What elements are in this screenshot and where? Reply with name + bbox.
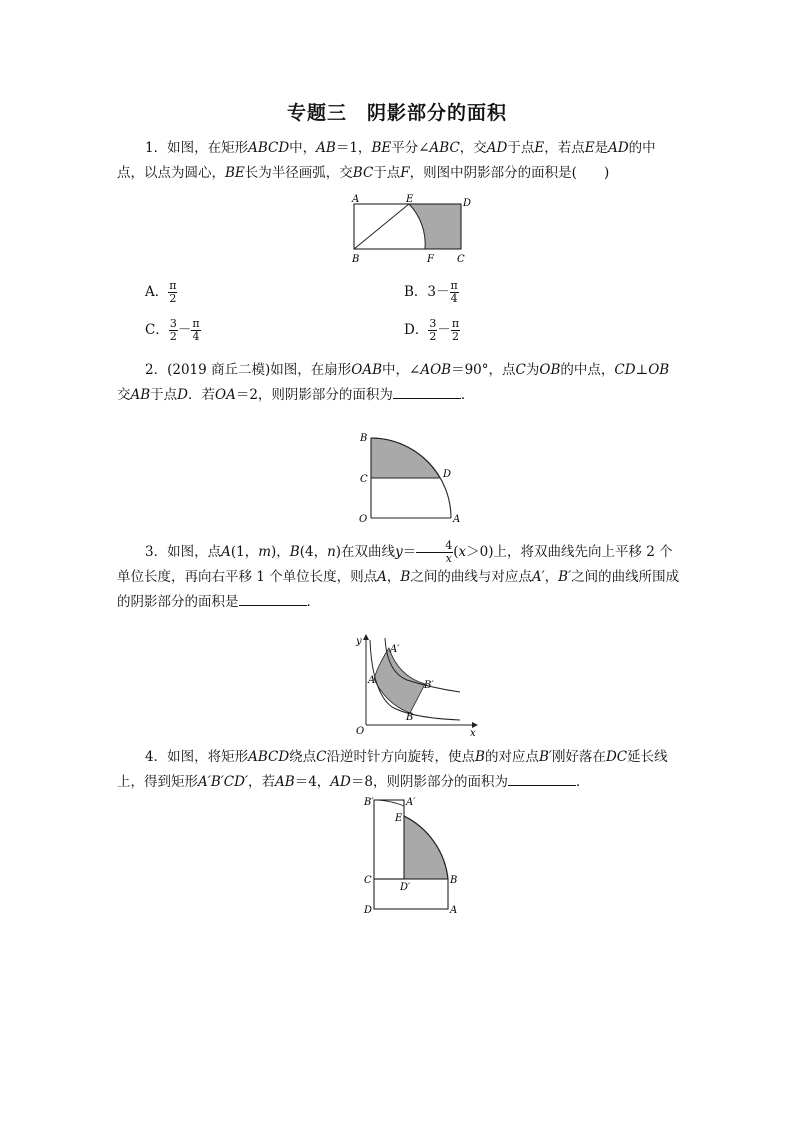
svg-text:B: B (406, 712, 414, 723)
svg-text:E: E (395, 813, 403, 824)
figure-1-shaded-region (409, 204, 461, 249)
question-1-text: 1．如图，在矩形ABCD中，AB＝1，BE平分∠ABC，交AD于点E，若点E是AD的中点，以点为圆心，BE长为半径画弧，交BC于点F，则图中阴影部分的面积是( ) (117, 140, 656, 181)
figure-1 (346, 194, 476, 269)
question-3-text: 3．如图，点A(1，m)，B(4，n)在双曲线y＝ $\frac{4}{x}$ (x＞0)上，将双曲线先向上平移 2 个单位长度，再向右平移 1 个单位长度，则点A，B之间的曲线与对应点A′，B′之间的曲线所围成的阴影部分的面积是 ． (117, 539, 680, 610)
svg-text:C: C (364, 875, 372, 886)
svg-text:B′: B′ (424, 680, 434, 691)
option-d[interactable]: D． $\frac{3}{2}$ － $\frac{\pi}{2}$ (404, 317, 460, 343)
figure-4 (362, 795, 462, 920)
svg-text:A: A (352, 194, 360, 205)
question-4-text: 4．如图，将矩形ABCD绕点C沿逆时针方向旋转，使点B的对应点B′刚好落在DC延长线上，得到矩形A′B′CD′，若AB＝4，AD＝8，则阴影部分的面积为 ． (117, 749, 668, 790)
figure-3 (352, 632, 480, 737)
svg-text:D′: D′ (400, 882, 411, 893)
svg-text:x: x (470, 728, 476, 739)
svg-text:A: A (453, 514, 461, 525)
svg-text:F: F (427, 254, 434, 265)
figure-3-shaded-region (374, 648, 425, 713)
svg-text:B: B (450, 875, 458, 886)
answer-blank-2[interactable] (393, 384, 461, 399)
option-b[interactable]: B．3－ $\frac{\pi}{4}$ (404, 279, 458, 305)
svg-text:D: D (463, 198, 472, 209)
figure-2 (356, 430, 466, 525)
svg-text:C: C (457, 254, 465, 265)
svg-text:A: A (368, 675, 376, 686)
svg-text:D: D (443, 469, 452, 480)
svg-text:y: y (356, 636, 362, 647)
svg-text:B: B (352, 254, 360, 265)
option-a[interactable]: A． $\frac{\pi}{2}$ (145, 279, 177, 305)
svg-text:O: O (356, 726, 365, 737)
svg-text:O: O (359, 514, 368, 525)
answer-blank-3[interactable] (239, 591, 307, 606)
svg-text:A′: A′ (406, 797, 416, 808)
figure-2-shaded-region (371, 438, 440, 478)
svg-text:E: E (406, 194, 414, 205)
figure-4-shaded-region (404, 816, 448, 879)
question-2-text: 2．(2019 商丘二模)如图，在扇形OAB中，∠AOB＝90°，点C为OB的中点，CD⊥OB交AB于点D．若OA＝2，则阴影部分的面积为 ． (117, 362, 670, 403)
svg-text:B: B (360, 433, 368, 444)
svg-text:D: D (364, 905, 373, 916)
svg-text:C: C (360, 474, 368, 485)
answer-blank-4[interactable] (508, 771, 576, 786)
svg-text:B′: B′ (364, 797, 374, 808)
svg-text:A: A (450, 905, 458, 916)
svg-text:A′: A′ (390, 644, 400, 655)
option-c[interactable]: C． $\frac{3}{2}$ － $\frac{\pi}{4}$ (145, 317, 200, 343)
page-title: 专题三 阴影部分的面积 (286, 102, 507, 124)
